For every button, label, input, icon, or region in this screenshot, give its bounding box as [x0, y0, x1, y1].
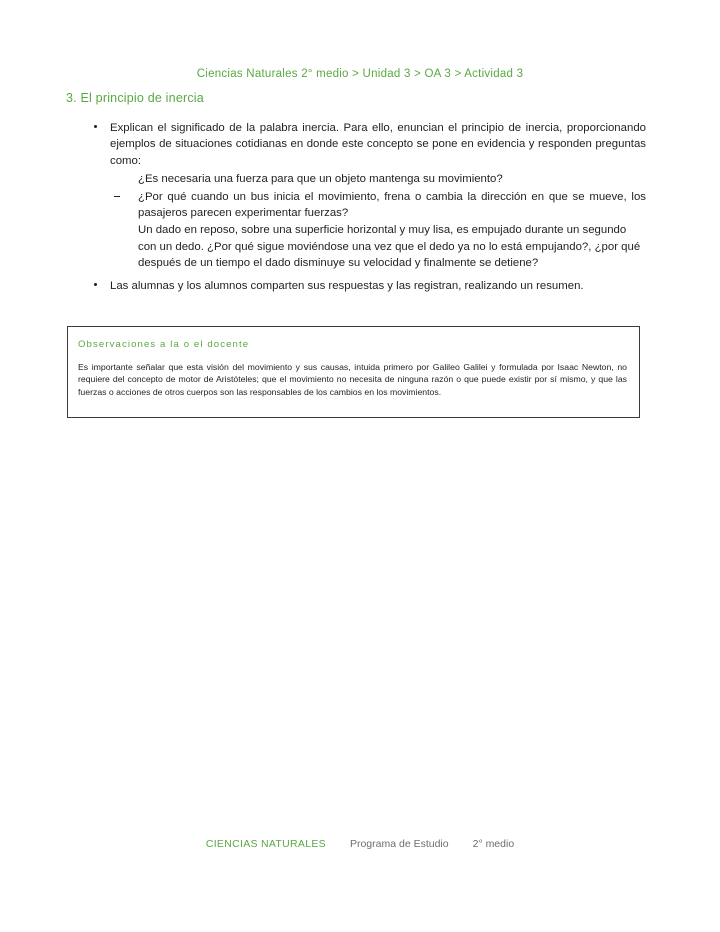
list-item	[66, 171, 646, 187]
list-item-text: Las alumnas y los alumnos comparten sus respuestas y las registran, realizando un resumen.	[110, 279, 584, 292]
footer-program: Programa de Estudio	[349, 838, 449, 850]
teacher-note-body: Es importante señalar que esta visión del movimiento y sus causas, intuida primero por Galileo Galilei y formulada por Isaac Newton, no requiere del concepto de motor de Aristóteles; que el movimiento no necesita de ninguna razón o que puede existir por sí mismo, y que las fuerzas o acciones de otros cuerpos son las responsables de los cambios en los movimientos.	[78, 362, 627, 397]
page-title: 3. El principio de inercia	[66, 91, 204, 105]
list-item-text: Explican el significado de la palabra inercia. Para ello, enuncian el principio de inercia, proporcionando ejemplos de situaciones cotidianas en donde este concepto se pone en evidencia y responden preguntas como:	[110, 122, 646, 167]
dash-bullet-icon	[114, 196, 120, 197]
activity-content	[66, 120, 646, 296]
question-text: ¿Es necesaria una fuerza para que un objeto mantenga su movimiento?	[138, 173, 503, 186]
list-item	[66, 222, 646, 271]
question-text: Un dado en reposo, sobre una superficie horizontal y muy lisa, es empujado durante un segundo con un dedo. ¿Por qué sigue moviéndose una vez que el dedo ya no lo está empujando?, ¿por qué después de un tiempo el dado disminuye su velocidad y finalmente se detiene?	[138, 224, 641, 270]
list-item	[66, 189, 646, 222]
page-footer	[0, 838, 720, 850]
bullet-dot-icon	[94, 283, 97, 286]
list-item	[66, 120, 646, 169]
teacher-note-title: Observaciones a la o el docente	[78, 339, 250, 350]
footer-level: 2° medio	[472, 838, 515, 850]
list-item	[66, 278, 646, 294]
bullet-dot-icon	[94, 125, 97, 128]
teacher-note-box	[67, 326, 640, 418]
breadcrumb: Ciencias Naturales 2° medio > Unidad 3 > OA 3 > Actividad 3	[196, 68, 524, 80]
question-text: ¿Por qué cuando un bus inicia el movimiento, frena o cambia la dirección en que se mueve, los pasajeros parecen experimentar fuerzas?	[138, 190, 646, 220]
footer-subject: CIENCIAS NATURALES	[205, 838, 326, 850]
